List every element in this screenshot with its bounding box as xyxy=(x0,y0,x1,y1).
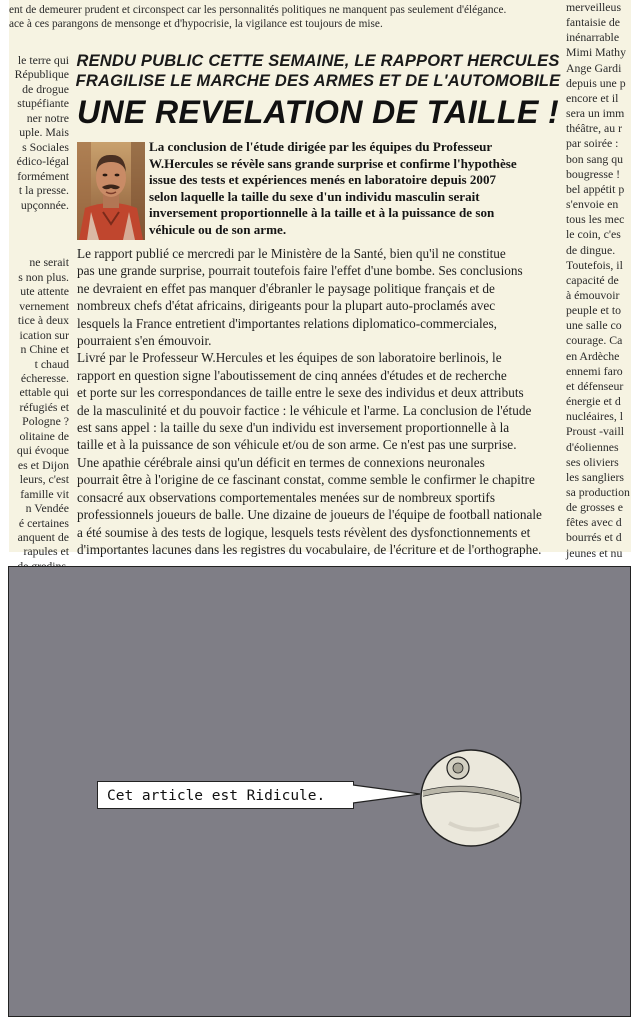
body-line: et porte sur les correspondances de taille entre le sexe des individus et deux attributs xyxy=(77,385,524,401)
article-body xyxy=(77,245,563,558)
author-photo xyxy=(77,142,145,240)
lede-line: W.Hercules se révèle sans grande surprise et confirme l'hypothèse xyxy=(149,155,517,171)
body-line: pourraient s'en émouvoir. xyxy=(77,333,212,349)
left-column-line: uple. Mais xyxy=(19,125,69,140)
left-column-line: es et Dijon xyxy=(17,457,69,472)
right-column-line: sa production xyxy=(566,485,630,499)
left-column-line xyxy=(9,226,69,240)
right-column-line: par soirée : xyxy=(566,136,619,151)
left-column-text xyxy=(9,53,69,573)
left-column-line: ute attente xyxy=(20,284,69,299)
left-column-line: anquent de xyxy=(17,529,69,544)
right-column-line: sera un imm xyxy=(566,106,625,121)
body-line: ne devraient en effet pas manquer d'ébranler le paysage politique français et de xyxy=(77,280,495,296)
left-column-line: leurs, c'est xyxy=(19,472,69,487)
article-lede xyxy=(149,139,563,238)
body-line: est sans appel : la taille du sexe d'un individu est inversement proportionnelle à la xyxy=(77,420,510,436)
body-line: d'importantes lacunes dans les registres du vocabulaire, de l'écriture et de l'orthographe. xyxy=(77,541,542,557)
right-column-line: encore et il xyxy=(566,90,619,105)
round-character xyxy=(411,745,527,849)
right-column-line: le coin, c'es xyxy=(566,227,621,242)
right-column-line: ennemi faro xyxy=(566,363,623,378)
right-column-line: bougresse ! xyxy=(566,166,621,181)
lede-line: La conclusion de l'étude dirigée par les équipes du Professeur xyxy=(149,139,493,154)
left-column-line: ner notre xyxy=(26,110,69,125)
left-column-line: olitaine de xyxy=(19,428,69,443)
lede-line: véhicule ou de son arme. xyxy=(149,221,287,237)
right-column-line: à émouvoir xyxy=(566,287,620,302)
left-column-line: upçonnée. xyxy=(20,197,69,212)
lede-line: inversement proportionnelle à la taille et à la puissance de son xyxy=(149,205,495,220)
right-column-line: théâtre, au r xyxy=(566,121,623,136)
left-column-line xyxy=(9,212,69,226)
right-column-line: bourrés et d xyxy=(566,530,622,545)
right-column-line: depuis une p xyxy=(566,75,626,90)
right-column-line: fêtes avec d xyxy=(566,515,622,530)
left-column-line: ettable qui xyxy=(19,385,69,400)
left-column-line: écheresse. xyxy=(20,370,69,385)
body-line: nombreux chefs d'état africains, dirigeants pour la plupart auto-proclamés avec xyxy=(77,298,496,314)
right-column-line: les sangliers xyxy=(566,469,624,484)
body-line: lesquels la France entretient d'importantes relations diplomatico-commerciales, xyxy=(77,315,497,331)
right-column-line: merveilleus xyxy=(566,0,622,14)
left-column-line: stupéfiante xyxy=(17,96,69,111)
body-line: pas une grande surprise, pourrait toutefois faire l'effet d'une bombe. Ses conclusions xyxy=(77,263,523,279)
left-column-line: famille vit xyxy=(20,486,69,501)
body-line: professionnels joueurs de balle. Une dizaine de joueurs de l'équipe de football nationale xyxy=(77,507,542,523)
right-column-line: d'éoliennes xyxy=(566,439,619,454)
right-column-line: et défenseur xyxy=(566,378,624,393)
kicker-line: FRAGILISE LE MARCHE DES ARMES ET DE L'AUTOMOBILE xyxy=(75,72,561,90)
left-column-line: tice à deux xyxy=(17,313,69,328)
right-column-line: Toutefois, il xyxy=(566,257,623,272)
top-line: ace à ces parangons de mensonge et d'hypocrisie, la vigilance est toujours de mise. xyxy=(9,17,383,30)
left-column-line: édico-légal xyxy=(16,154,69,169)
right-column-line: bon sang qu xyxy=(566,151,624,166)
left-column-line: République xyxy=(14,67,69,82)
body-line: de la masculinité et du pouvoir factice : le véhicule et l'arme. La conclusion de l'étude xyxy=(77,402,532,418)
right-column-line: une salle co xyxy=(566,318,622,333)
right-column-line: fantaisie de xyxy=(566,15,621,30)
left-column-line: vernement xyxy=(19,298,69,313)
body-line: Une apathie cérébrale ainsi qu'un déficit en termes de connexions neuronales xyxy=(77,454,485,470)
right-column-line: nucléaires, l xyxy=(566,409,623,424)
right-column-line: courage. Ca xyxy=(566,333,623,348)
newspaper-clipping xyxy=(9,0,631,560)
right-column-line: inénarrable xyxy=(566,30,620,45)
portrait-image xyxy=(77,142,145,240)
lede-line: issue des tests et expériences menés en laboratoire depuis 2007 xyxy=(149,172,497,187)
lede-line: selon laquelle la taille du sexe d'un individu masculin serait xyxy=(149,188,480,204)
right-column-line: ses oliviers xyxy=(566,454,619,469)
right-column-line: de grosses e xyxy=(566,500,624,515)
speech-bubble: Cet article est Ridicule. xyxy=(97,781,354,809)
right-column-line: tous les mec xyxy=(566,212,625,227)
article-headline: UNE REVELATION DE TAILLE ! xyxy=(76,94,560,130)
left-column-line: rapules et xyxy=(23,544,69,559)
top-line: ent de demeurer prudent et circonspect car les personnalités politiques ne manquent pas seulement d'élégance. xyxy=(9,4,507,16)
left-column-line: s Sociales xyxy=(22,139,69,154)
left-column-line: ne serait xyxy=(29,255,69,270)
left-column-line: t chaud xyxy=(34,356,69,371)
right-column-line: Proust -vaill xyxy=(566,424,624,439)
body-line: Livré par le Professeur W.Hercules et les équipes de son laboratoire berlinois, le xyxy=(77,350,502,366)
body-line: a été soumise à des tests de logique, lesquels tests révèlent des dysfonctionnements et xyxy=(77,524,531,540)
right-column-line: peuple et to xyxy=(566,303,622,318)
article-kicker xyxy=(75,51,561,91)
right-column-text xyxy=(566,0,636,561)
right-column-line: Ange Gardi xyxy=(566,60,622,75)
body-line: rapport en question signe l'aboutissement de cinq années d'études et de recherche xyxy=(77,367,507,383)
comic-panel xyxy=(8,566,631,1017)
left-column-line: n Chine et xyxy=(20,342,69,357)
body-line: pourrait être à l'origine de ce fascinant constat, comme semble le confirmer le chapitre xyxy=(77,472,535,488)
right-column-line: bel appétit p xyxy=(566,181,625,196)
left-column-line: n Vendée xyxy=(25,501,69,516)
body-line: consacré aux observations comportementales menées sur de nombreux sportifs xyxy=(77,489,495,505)
left-column-line: t la presse. xyxy=(18,183,69,198)
right-column-line: jeunes et nu xyxy=(566,545,623,560)
right-column-line: en Ardèche xyxy=(566,348,620,363)
body-line: taille et à la puissance de son véhicule et/ou de son arme. Ce n'est pas une surprise. xyxy=(77,437,517,453)
left-column-line: de drogue xyxy=(22,81,69,96)
right-column-line: s'envoie en xyxy=(566,197,619,212)
left-column-line: formément xyxy=(17,168,69,183)
left-column-line: s non plus. xyxy=(18,269,69,284)
left-column-line: Pologne ? xyxy=(22,414,69,429)
right-column-line: capacité de xyxy=(566,272,619,287)
left-column-line: qui évoque xyxy=(16,443,69,458)
right-column-line: Mimi Mathy xyxy=(566,45,626,60)
left-column-line xyxy=(9,241,69,255)
left-column-line: ication sur xyxy=(19,327,69,342)
left-column-line: le terre qui xyxy=(17,53,69,67)
kicker-line: RENDU PUBLIC CETTE SEMAINE, LE RAPPORT HERCULES xyxy=(76,52,560,70)
body-line: Le rapport publié ce mercredi par le Ministère de la Santé, bien qu'il ne constitue xyxy=(77,246,506,261)
right-column-line: de dingue. xyxy=(566,242,616,257)
left-column-line: réfugiés et xyxy=(19,399,69,414)
right-column-line: énergie et d xyxy=(566,394,621,409)
left-column-line: é certaines xyxy=(18,515,69,530)
top-text-strip xyxy=(9,4,557,31)
